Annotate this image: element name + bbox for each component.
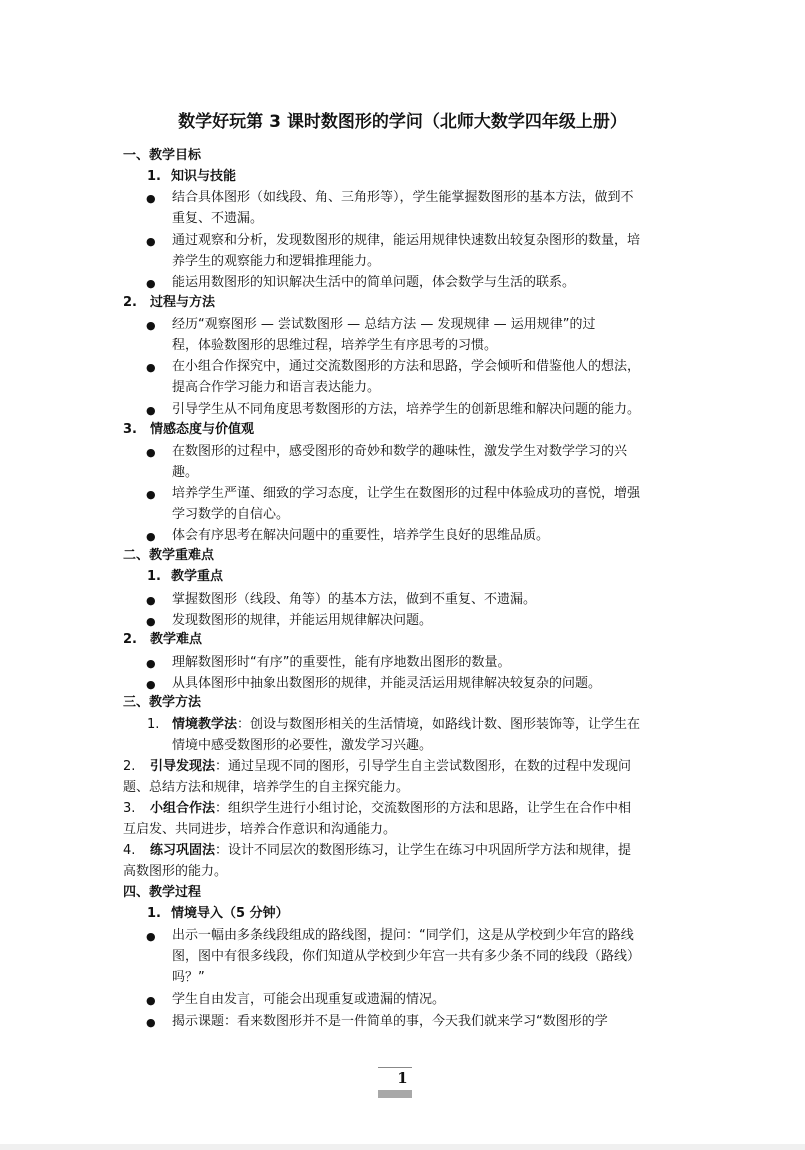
list-item-text: 揭示课题：看来数图形并不是一件简单的事，今天我们就来学习“数图形的学 [172,1014,608,1029]
list-item-text: 程，体验数图形的思维过程，培养学生有序思考的习惯。 [172,338,498,353]
list-item-text: 吗？” [172,970,205,985]
subheading-number: 1. [147,569,161,584]
method-description: 高数图形的能力。 [123,864,228,879]
list-item-text: 能运用数图形的知识解决生活中的简单问题，体会数学与生活的联系。 [172,275,576,290]
list-item-text: 出示一幅由多条线段组成的路线图，提问：“同学们，这是从学校到少年宫的路线 [172,928,634,943]
section-heading-objectives: 一、教学目标 [123,148,202,163]
bullet-icon: ● [146,678,156,691]
method-line [150,756,631,777]
list-item-text: 提高合作学习能力和语言表达能力。 [172,380,381,395]
bullet-icon: ● [146,594,156,607]
list-item-text: 引导学生从不同角度思考数图形的方法，培养学生的创新思维和解决问题的能力。 [172,402,641,417]
method-name: 引导发现法 [150,759,216,774]
method-number: 1. [147,717,160,732]
bullet-icon: ● [146,404,156,417]
list-item-text: 通过观察和分析，发现数图形的规律，能运用规律快速数出较复杂图形的数量，培 [172,233,641,248]
list-item-text: 养学生的观察能力和逻辑推理能力。 [172,254,381,269]
subheading-key-points: 教学重点 [171,569,224,584]
bullet-icon: ● [146,277,156,290]
method-name: 小组合作法 [150,801,216,816]
subheading-number: 1. [147,906,161,921]
bullet-icon: ● [146,930,156,943]
list-item-text: 经历“观察图形 — 尝试数图形 — 总结方法 — 发现规律 — 运用规律”的过 [172,317,596,332]
bullet-icon: ● [146,530,156,543]
bullet-icon: ● [146,994,156,1007]
list-item-text: 体会有序思考在解决问题中的重要性，培养学生良好的思维品质。 [172,528,550,543]
section-heading-teaching-process: 四、教学过程 [123,885,202,900]
method-line [150,798,631,819]
method-number: 2. [123,759,136,774]
method-description: ：设计不同层次的数图形练习，让学生在练习中巩固所学方法和规律，提 [215,843,632,858]
list-item-text: 在数图形的过程中，感受图形的奇妙和数学的趣味性，激发学生对数学学习的兴 [172,444,628,459]
list-item-text: 学习数学的自信心。 [172,507,290,522]
subheading-knowledge-skills: 知识与技能 [171,169,237,184]
list-item-text: 掌握数图形（线段、角等）的基本方法，做到不重复、不遗漏。 [172,592,537,607]
method-description: ：通过呈现不同的图形，引导学生自主尝试数图形，在数的过程中发现问 [215,759,632,774]
method-description: ：创设与数图形相关的生活情境，如路线计数、图形装饰等，让学生在 [237,717,641,732]
list-item-text: 培养学生严谨、细致的学习态度，让学生在数图形的过程中体验成功的喜悦，增强 [172,486,641,501]
method-number: 4. [123,843,136,858]
list-item-text: 趣。 [172,465,199,480]
bullet-icon: ● [146,1016,156,1029]
list-item-text: 理解数图形时“有序”的重要性，能有序地数出图形的数量。 [172,655,511,670]
page-number: 1 [397,1069,408,1087]
bullet-icon: ● [146,615,156,628]
method-description: 情境中感受数图形的必要性，激发学习兴趣。 [172,738,433,753]
list-item-text: 结合具体图形（如线段、角、三角形等），学生能掌握数图形的基本方法，做到不 [172,190,634,205]
subheading-introduction: 情境导入（5 分钟） [171,906,289,921]
subheading-number: 2. [123,632,137,647]
bullet-icon: ● [146,488,156,501]
method-name: 情境教学法 [172,717,238,732]
list-item-text: 发现数图形的规律，并能运用规律解决问题。 [172,613,433,628]
bullet-icon: ● [146,192,156,205]
list-item-text: 在小组合作探究中，通过交流数图形的方法和思路，学会倾听和借鉴他人的想法， [172,359,641,374]
section-heading-teaching-methods: 三、教学方法 [123,695,202,710]
list-item-text: 学生自由发言，可能会出现重复或遗漏的情况。 [172,992,446,1007]
bullet-icon: ● [146,657,156,670]
bullet-icon: ● [146,361,156,374]
footer-bar [378,1090,412,1098]
method-description: ：组织学生进行小组讨论，交流数图形的方法和思路，让学生在合作中相 [215,801,632,816]
list-item-text: 图，图中有很多线段，你们知道从学校到少年宫一共有多少条不同的线段（路线） [172,949,641,964]
method-description: 题、总结方法和规律，培养学生的自主探究能力。 [123,780,410,795]
bullet-icon: ● [146,446,156,459]
method-line [172,714,640,735]
subheading-number: 1. [147,169,161,184]
method-description: 互启发、共同进步，培养合作意识和沟通能力。 [123,822,397,837]
subheading-attitudes-values: 情感态度与价值观 [150,422,255,437]
subheading-number: 3. [123,422,137,437]
subheading-difficult-points: 教学难点 [150,632,203,647]
subheading-number: 2. [123,295,137,310]
subheading-process-methods: 过程与方法 [150,295,216,310]
bullet-icon: ● [146,319,156,332]
method-number: 3. [123,801,136,816]
method-line [150,840,631,861]
method-name: 练习巩固法 [150,843,216,858]
document-title: 数学好玩第 3 课时数图形的学问（北师大数学四年级上册） [178,112,627,132]
section-heading-key-difficult-points: 二、教学重难点 [123,548,215,563]
bullet-icon: ● [146,235,156,248]
list-item-text: 从具体图形中抽象出数图形的规律，并能灵活运用规律解决较复杂的问题。 [172,676,602,691]
list-item-text: 重复、不遗漏。 [172,211,264,226]
